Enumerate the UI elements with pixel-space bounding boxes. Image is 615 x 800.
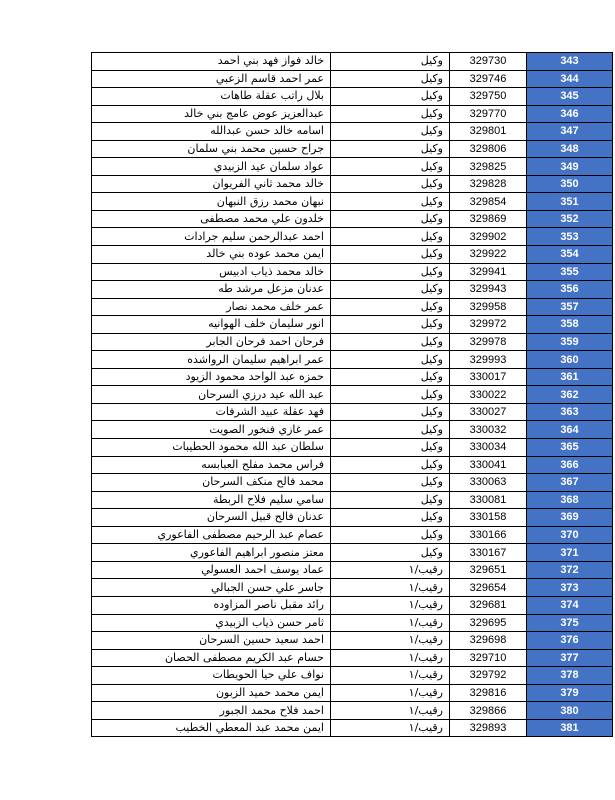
military-number-cell: 330081 [450, 491, 527, 509]
military-number-cell: 329792 [450, 667, 527, 685]
military-number-cell: 330166 [450, 526, 527, 544]
table-row [92, 210, 613, 228]
personnel-table [91, 52, 613, 737]
table-row [92, 123, 613, 141]
rank-cell: وكيل [331, 281, 450, 299]
name-cell: عمر غازي فنخور الصويت [92, 421, 331, 439]
table-row [92, 88, 613, 106]
military-number-cell: 329750 [450, 88, 527, 106]
table-row [92, 544, 613, 562]
name-cell: ايمن محمد عوده بني خالد [92, 246, 331, 264]
name-cell: سلطان عبد الله محمود الحطيبات [92, 439, 331, 457]
rank-cell: وكيل [331, 88, 450, 106]
military-number-cell: 329730 [450, 53, 527, 71]
table-row [92, 579, 613, 597]
name-cell: خالد محمد ذياب ادبيس [92, 263, 331, 281]
military-number-cell: 329902 [450, 228, 527, 246]
rank-cell: وكيل [331, 105, 450, 123]
military-number-cell: 329854 [450, 193, 527, 211]
table-body [92, 53, 613, 737]
name-cell: احمد فلاح محمد الجبور [92, 702, 331, 720]
name-cell: حمزه عبد الواحد محمود الزيود [92, 368, 331, 386]
table-row [92, 649, 613, 667]
military-number-cell: 329869 [450, 210, 527, 228]
rank-cell: رقيب/١ [331, 596, 450, 614]
table-row [92, 491, 613, 509]
rank-cell: وكيل [331, 246, 450, 264]
table-row [92, 403, 613, 421]
table-row [92, 632, 613, 650]
rank-cell: وكيل [331, 70, 450, 88]
military-number-cell: 329806 [450, 140, 527, 158]
military-number-cell: 330041 [450, 456, 527, 474]
name-cell: فراس محمد مفلح العبابسه [92, 456, 331, 474]
name-cell: عمر احمد قاسم الزعبي [92, 70, 331, 88]
military-number-cell: 329681 [450, 596, 527, 614]
sequence-number-cell: 352 [527, 210, 613, 228]
table-row [92, 509, 613, 527]
sequence-number-cell: 350 [527, 175, 613, 193]
military-number-cell: 329958 [450, 298, 527, 316]
name-cell: معتز منصور ابراهيم الفاعوري [92, 544, 331, 562]
military-number-cell: 329978 [450, 333, 527, 351]
sequence-number-cell: 356 [527, 281, 613, 299]
sequence-number-cell: 347 [527, 123, 613, 141]
name-cell: فهد عقلة عبيد الشرفات [92, 403, 331, 421]
table-row [92, 719, 613, 737]
rank-cell: وكيل [331, 175, 450, 193]
military-number-cell: 330017 [450, 368, 527, 386]
military-number-cell: 329654 [450, 579, 527, 597]
name-cell: سامي سليم فلاح الربطة [92, 491, 331, 509]
rank-cell: وكيل [331, 544, 450, 562]
table-row [92, 228, 613, 246]
sequence-number-cell: 367 [527, 474, 613, 492]
name-cell: خالد محمد ثاني الفريوان [92, 175, 331, 193]
table-row [92, 614, 613, 632]
sequence-number-cell: 362 [527, 386, 613, 404]
name-cell: عمر ابراهيم سليمان الرواشده [92, 351, 331, 369]
rank-cell: رقيب/١ [331, 561, 450, 579]
sequence-number-cell: 364 [527, 421, 613, 439]
table-row [92, 140, 613, 158]
table-row [92, 421, 613, 439]
sequence-number-cell: 374 [527, 596, 613, 614]
military-number-cell: 330158 [450, 509, 527, 527]
sequence-number-cell: 372 [527, 561, 613, 579]
sequence-number-cell: 348 [527, 140, 613, 158]
rank-cell: وكيل [331, 263, 450, 281]
table-row [92, 158, 613, 176]
name-cell: نواف علي حيا الحويطات [92, 667, 331, 685]
military-number-cell: 330032 [450, 421, 527, 439]
sequence-number-cell: 354 [527, 246, 613, 264]
name-cell: عواد سلمان عيد الزبيدي [92, 158, 331, 176]
table-row [92, 281, 613, 299]
military-number-cell: 329866 [450, 702, 527, 720]
sequence-number-cell: 357 [527, 298, 613, 316]
rank-cell: وكيل [331, 491, 450, 509]
table-row [92, 474, 613, 492]
name-cell: انور سليمان خلف الهوانيه [92, 316, 331, 334]
table-row [92, 53, 613, 71]
rank-cell: وكيل [331, 158, 450, 176]
rank-cell: وكيل [331, 316, 450, 334]
sequence-number-cell: 380 [527, 702, 613, 720]
name-cell: احمد عبدالرحمن سليم جرادات [92, 228, 331, 246]
rank-cell: وكيل [331, 386, 450, 404]
rank-cell: رقيب/١ [331, 632, 450, 650]
sequence-number-cell: 376 [527, 632, 613, 650]
table-row [92, 561, 613, 579]
rank-cell: وكيل [331, 509, 450, 527]
rank-cell: رقيب/١ [331, 684, 450, 702]
military-number-cell: 330022 [450, 386, 527, 404]
table-row [92, 263, 613, 281]
table-row [92, 193, 613, 211]
table-row [92, 333, 613, 351]
table-row [92, 246, 613, 264]
rank-cell: وكيل [331, 123, 450, 141]
rank-cell: وكيل [331, 368, 450, 386]
table-row [92, 667, 613, 685]
name-cell: خلدون علي محمد مصطفى [92, 210, 331, 228]
name-cell: احمد سعيد حسين السرحان [92, 632, 331, 650]
table-row [92, 456, 613, 474]
military-number-cell: 329816 [450, 684, 527, 702]
rank-cell: وكيل [331, 298, 450, 316]
rank-cell: وكيل [331, 351, 450, 369]
name-cell: نبهان محمد رزق النبهان [92, 193, 331, 211]
table-row [92, 386, 613, 404]
military-number-cell: 329651 [450, 561, 527, 579]
rank-cell: وكيل [331, 333, 450, 351]
sequence-number-cell: 369 [527, 509, 613, 527]
name-cell: عبدالعزيز عوض عامج بني خالد [92, 105, 331, 123]
name-cell: اسامه خالد حسن عبدالله [92, 123, 331, 141]
table-row [92, 175, 613, 193]
name-cell: جراح حسين محمد بني سلمان [92, 140, 331, 158]
sequence-number-cell: 373 [527, 579, 613, 597]
name-cell: جاسر علي حسن الجبالي [92, 579, 331, 597]
rank-cell: وكيل [331, 53, 450, 71]
military-number-cell: 330167 [450, 544, 527, 562]
sequence-number-cell: 377 [527, 649, 613, 667]
sequence-number-cell: 345 [527, 88, 613, 106]
name-cell: عبد الله عيد درزي السرحان [92, 386, 331, 404]
rank-cell: رقيب/١ [331, 719, 450, 737]
table-row [92, 298, 613, 316]
table-row [92, 596, 613, 614]
military-number-cell: 329972 [450, 316, 527, 334]
name-cell: ايمن محمد حميد الزبون [92, 684, 331, 702]
name-cell: عدنان مزعل مرشد طه [92, 281, 331, 299]
table-row [92, 70, 613, 88]
sequence-number-cell: 378 [527, 667, 613, 685]
sequence-number-cell: 344 [527, 70, 613, 88]
sequence-number-cell: 371 [527, 544, 613, 562]
rank-cell: وكيل [331, 526, 450, 544]
name-cell: عماد يوسف احمد العسولي [92, 561, 331, 579]
rank-cell: وكيل [331, 228, 450, 246]
table-row [92, 351, 613, 369]
name-cell: عمر خلف محمد نصار [92, 298, 331, 316]
sequence-number-cell: 365 [527, 439, 613, 457]
rank-cell: رقيب/١ [331, 667, 450, 685]
military-number-cell: 329893 [450, 719, 527, 737]
military-number-cell: 329993 [450, 351, 527, 369]
military-number-cell: 330027 [450, 403, 527, 421]
rank-cell: رقيب/١ [331, 702, 450, 720]
military-number-cell: 329825 [450, 158, 527, 176]
sequence-number-cell: 343 [527, 53, 613, 71]
sequence-number-cell: 379 [527, 684, 613, 702]
name-cell: ثامر حسن ذياب الزبيدي [92, 614, 331, 632]
table-row [92, 316, 613, 334]
sequence-number-cell: 370 [527, 526, 613, 544]
rank-cell: وكيل [331, 474, 450, 492]
name-cell: محمد فالح منكف السرحان [92, 474, 331, 492]
name-cell: بلال راتب عقلة طاهات [92, 88, 331, 106]
military-number-cell: 329941 [450, 263, 527, 281]
sequence-number-cell: 368 [527, 491, 613, 509]
name-cell: رائد مقبل ناصر المزاوده [92, 596, 331, 614]
military-number-cell: 330034 [450, 439, 527, 457]
military-number-cell: 329698 [450, 632, 527, 650]
sequence-number-cell: 355 [527, 263, 613, 281]
sequence-number-cell: 363 [527, 403, 613, 421]
rank-cell: وكيل [331, 140, 450, 158]
table-row [92, 526, 613, 544]
sequence-number-cell: 353 [527, 228, 613, 246]
sequence-number-cell: 351 [527, 193, 613, 211]
rank-cell: رقيب/١ [331, 649, 450, 667]
name-cell: عصام عبد الرحيم مصطفى الفاعوري [92, 526, 331, 544]
military-number-cell: 329710 [450, 649, 527, 667]
sequence-number-cell: 359 [527, 333, 613, 351]
table-row [92, 439, 613, 457]
sequence-number-cell: 360 [527, 351, 613, 369]
military-number-cell: 329828 [450, 175, 527, 193]
military-number-cell: 329922 [450, 246, 527, 264]
name-cell: حسام عبد الكريم مصطفى الحصان [92, 649, 331, 667]
military-number-cell: 330063 [450, 474, 527, 492]
rank-cell: وكيل [331, 439, 450, 457]
table-row [92, 684, 613, 702]
sequence-number-cell: 366 [527, 456, 613, 474]
sequence-number-cell: 358 [527, 316, 613, 334]
name-cell: عدنان فالح قبيل السرحان [92, 509, 331, 527]
rank-cell: وكيل [331, 210, 450, 228]
military-number-cell: 329695 [450, 614, 527, 632]
rank-cell: وكيل [331, 403, 450, 421]
sequence-number-cell: 349 [527, 158, 613, 176]
military-number-cell: 329746 [450, 70, 527, 88]
military-number-cell: 329801 [450, 123, 527, 141]
military-number-cell: 329770 [450, 105, 527, 123]
table-row [92, 368, 613, 386]
rank-cell: رقيب/١ [331, 579, 450, 597]
sequence-number-cell: 375 [527, 614, 613, 632]
name-cell: ايمن محمد عبد المعطي الخطيب [92, 719, 331, 737]
sequence-number-cell: 361 [527, 368, 613, 386]
table-row [92, 105, 613, 123]
table-row [92, 702, 613, 720]
sequence-number-cell: 381 [527, 719, 613, 737]
sequence-number-cell: 346 [527, 105, 613, 123]
name-cell: فرحان احمد فرحان الجابر [92, 333, 331, 351]
rank-cell: وكيل [331, 421, 450, 439]
rank-cell: وكيل [331, 193, 450, 211]
rank-cell: وكيل [331, 456, 450, 474]
rank-cell: رقيب/١ [331, 614, 450, 632]
name-cell: خالد فواز فهد بني احمد [92, 53, 331, 71]
military-number-cell: 329943 [450, 281, 527, 299]
